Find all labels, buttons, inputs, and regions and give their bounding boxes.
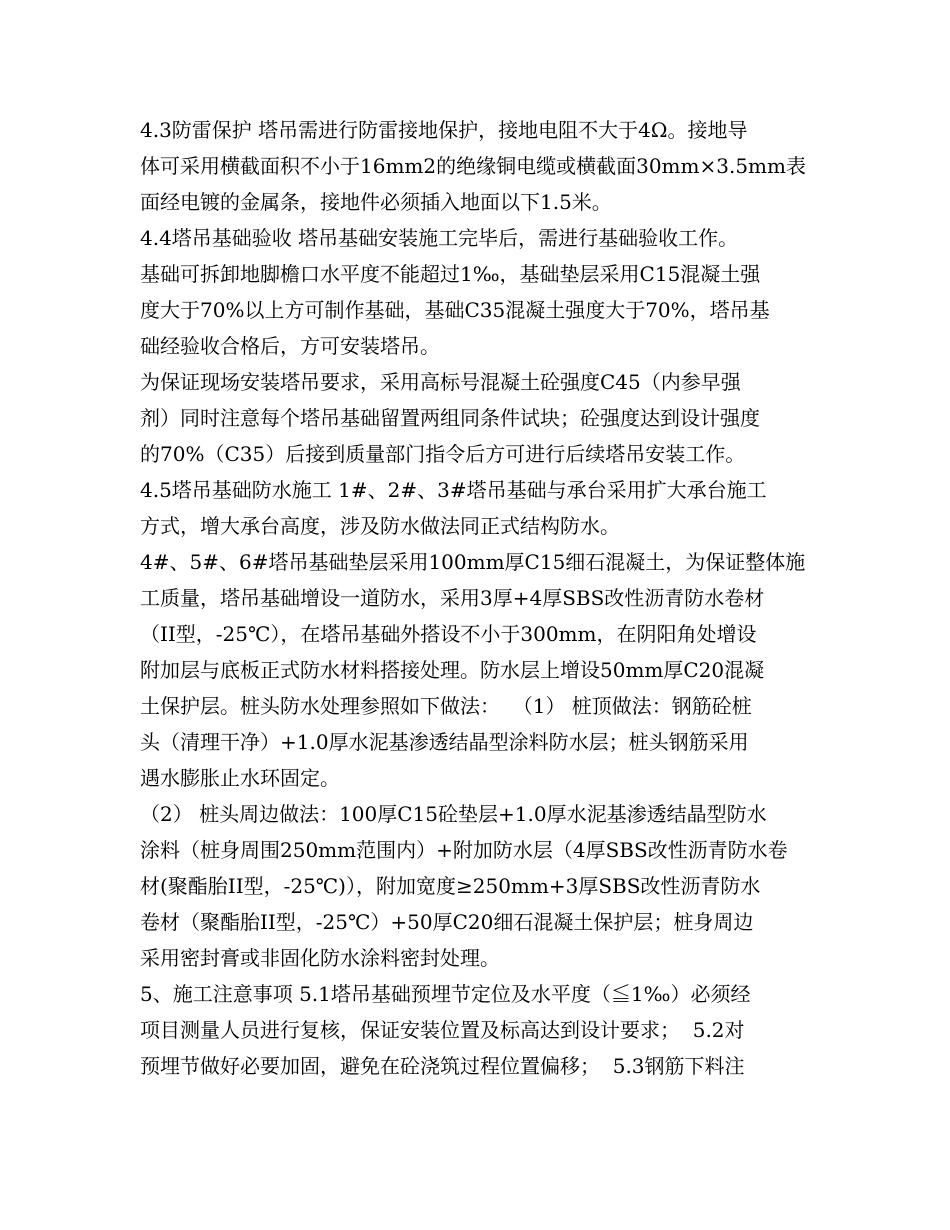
document-body [140,112,812,1084]
text-line: 为保证现场安装塔吊要求，采用高标号混凝土砼强度C45（内参早强 [140,370,741,394]
text-line: 4.3防雷保护 塔吊需进行防雷接地保护，接地电阻不大于4Ω。接地导 [140,118,748,142]
text-line: 4.5塔吊基础防水施工 1#、2#、3#塔吊基础与承台采用扩大承台施工 [140,478,767,502]
text-line: 5、施工注意事项 5.1塔吊基础预埋节定位及水平度（≦1‰）必须经 [140,982,751,1006]
text-line: 卷材（聚酯胎II型，-25℃）+50厚C20细石混凝土保护层；桩身周边 [140,910,754,934]
text-line: 头（清理干净）+1.0厚水泥基渗透结晶型涂料防水层；桩头钢筋采用 [140,730,749,754]
text-line: 涂料（桩身周围250mm范围内）+附加防水层（4厚SBS改性沥青防水卷 [140,838,788,862]
text-line: 的70%（C35）后接到质量部门指令后方可进行后续塔吊安装工作。 [140,442,746,466]
text-line: 遇水膨胀止水环固定。 [140,766,340,790]
text-line: 工质量，塔吊基础增设一道防水，采用3厚+4厚SBS改性沥青防水卷材 [140,586,765,610]
text-line: 剂）同时注意每个塔吊基础留置两组同条件试块；砼强度达到设计强度 [140,406,760,430]
text-line: 方式，增大承台高度，涉及防水做法同正式结构防水。 [140,514,620,538]
text-line: 采用密封膏或非固化防水涂料密封处理。 [140,946,500,970]
text-line: 基础可拆卸地脚檐口水平度不能超过1‰，基础垫层采用C15混凝土强 [140,262,761,286]
text-line: 础经验收合格后，方可安装塔吊。 [140,334,440,358]
text-line: 面经电镀的金属条，接地件必须插入地面以下1.5米。 [140,190,612,214]
text-line: 材(聚酯胎II型，-25℃)），附加宽度≥250mm+3厚SBS改性沥青防水 [140,874,761,898]
text-line: （II型，-25℃），在塔吊基础外搭设不小于300mm，在阴阳角处增设 [140,622,757,646]
text-line: 度大于70%以上方可制作基础，基础C35混凝土强度大于70%，塔吊基 [140,298,770,322]
text-line: （2） 桩头周边做法：100厚C15砼垫层+1.0厚水泥基渗透结晶型防水 [140,802,767,826]
text-line: 预埋节做好必要加固，避免在砼浇筑过程位置偏移； 5.3钢筋下料注 [140,1054,745,1078]
text-line: 体可采用横截面积不小于16mm2的绝缘铜电缆或横截面30mm×3.5mm表 [140,154,806,178]
text-line: 附加层与底板正式防水材料搭接处理。防水层上增设50mm厚C20混凝 [140,658,765,682]
text-line: 项目测量人员进行复核，保证安装位置及标高达到设计要求； 5.2对 [140,1018,745,1042]
text-line: 土保护层。桩头防水处理参照如下做法： （1） 桩顶做法：钢筋砼桩 [140,694,752,718]
text-line: 4#、5#、6#塔吊基础垫层采用100mm厚C15细石混凝土，为保证整体施 [140,550,806,574]
text-line: 4.4塔吊基础验收 塔吊基础安装施工完毕后，需进行基础验收工作。 [140,226,739,250]
